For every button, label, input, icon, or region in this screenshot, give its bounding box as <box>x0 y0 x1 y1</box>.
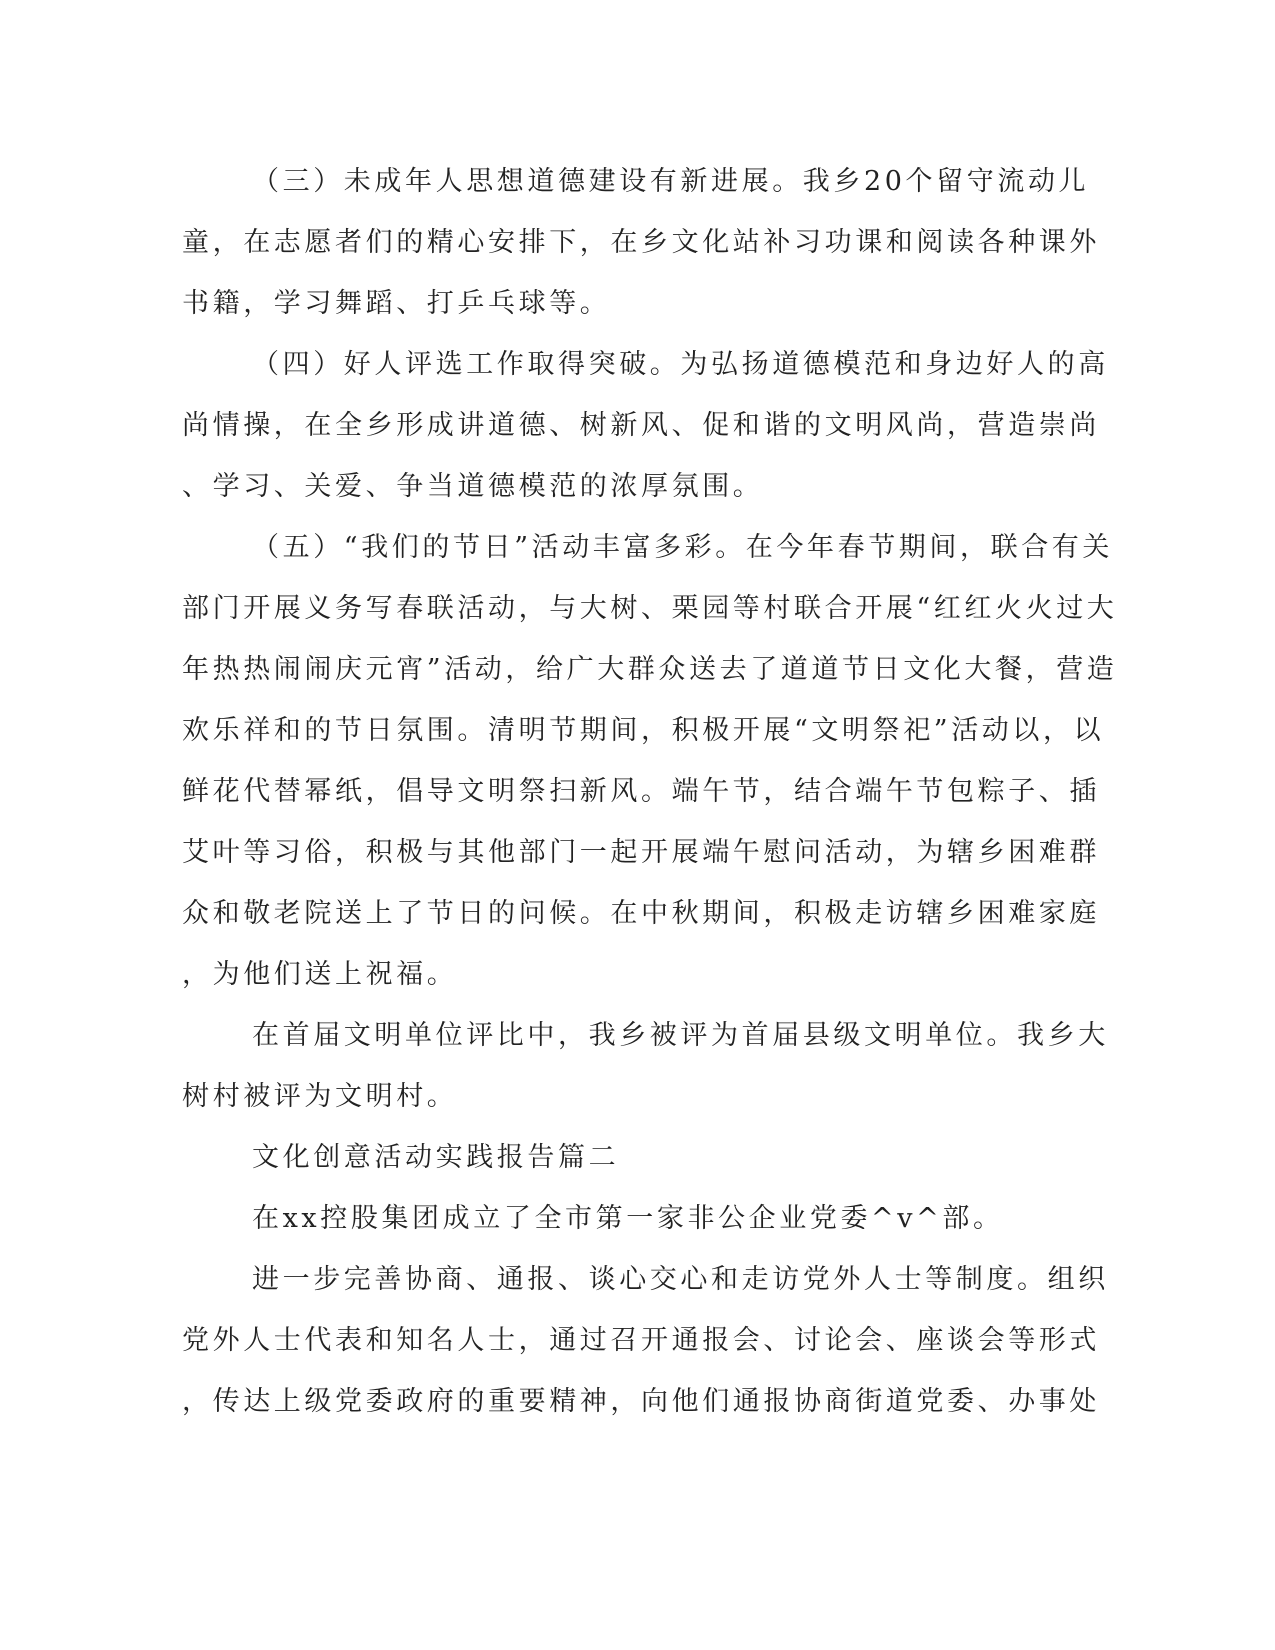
text-line: （三）未成年人思想道德建设有新进展。我乡20个留守流动儿 <box>252 166 1090 197</box>
text-line: 尚情操，在全乡形成讲道德、树新风、促和谐的文明风尚，营造崇尚 <box>182 410 1100 441</box>
text-line: 部门开展义务写春联活动，与大树、栗园等村联合开展“红红火火过大 <box>182 593 1118 624</box>
document-body <box>182 151 1118 1432</box>
text-line: 树村被评为文明村。 <box>182 1081 458 1112</box>
text-line: ，为他们送上祝福。 <box>182 959 458 990</box>
text-line: 进一步完善协商、通报、谈心交心和走访党外人士等制度。组织 <box>252 1264 1109 1295</box>
text-line: 在xx控股集团成立了全市第一家非公企业党委^v^部。 <box>252 1203 1004 1234</box>
text-line: ，传达上级党委政府的重要精神，向他们通报协商街道党委、办事处 <box>182 1386 1100 1417</box>
text-line: 众和敬老院送上了节日的问候。在中秋期间，积极走访辖乡困难家庭 <box>182 898 1100 929</box>
text-line: 书籍，学习舞蹈、打乒乓球等。 <box>182 288 611 319</box>
text-line: 艾叶等习俗，积极与其他部门一起开展端午慰问活动，为辖乡困难群 <box>182 837 1100 868</box>
text-line: 童，在志愿者们的精心安排下，在乡文化站补习功课和阅读各种课外 <box>182 227 1100 258</box>
text-line: 年热热闹闹庆元宵”活动，给广大群众送去了道道节日文化大餐，营造 <box>182 654 1118 685</box>
text-line: 在首届文明单位评比中，我乡被评为首届县级文明单位。我乡大 <box>252 1020 1109 1051</box>
text-line: （五）“我们的节日”活动丰富多彩。在今年春节期间，联合有关 <box>252 532 1114 563</box>
text-line: （四）好人评选工作取得突破。为弘扬道德模范和身边好人的高 <box>252 349 1109 380</box>
section-heading: 文化创意活动实践报告篇二 <box>252 1142 620 1173</box>
text-line: 党外人士代表和知名人士，通过召开通报会、讨论会、座谈会等形式 <box>182 1325 1100 1356</box>
text-line: 欢乐祥和的节日氛围。清明节期间，积极开展“文明祭祀”活动以，以 <box>182 715 1105 746</box>
text-line: 鲜花代替幂纸，倡导文明祭扫新风。端午节，结合端午节包粽子、插 <box>182 776 1100 807</box>
text-line: 、学习、关爱、争当道德模范的浓厚氛围。 <box>182 471 764 502</box>
